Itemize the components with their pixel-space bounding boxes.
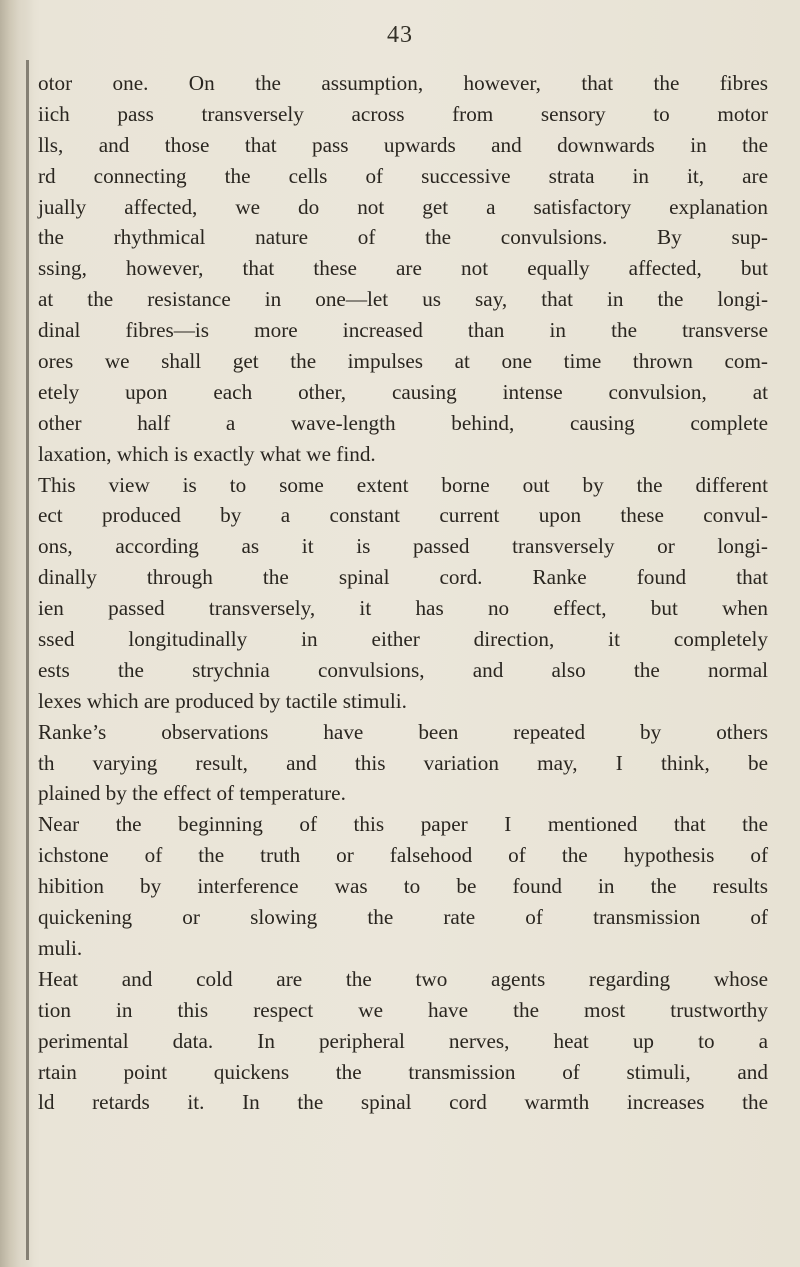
text-line: rd connecting the cells of successive strata in it, are: [38, 163, 768, 188]
text-line: iich pass transversely across from sensory to motor: [38, 101, 768, 126]
text-line: rtain point quickens the transmission of stimuli, and: [38, 1059, 768, 1084]
text-line: laxation, which is exactly what we find.: [38, 441, 376, 466]
text-line: tion in this respect we have the most trustworthy: [38, 997, 768, 1022]
text-line: ons, according as it is passed transversely or longi-: [38, 534, 768, 559]
text-line: other half a wave-length behind, causing complete: [38, 410, 768, 435]
text-line: ichstone of the truth or falsehood of the hypothesis of: [38, 843, 768, 868]
text-line: perimental data. In peripheral nerves, heat up to a: [38, 1028, 768, 1053]
text-line: Heat and cold are the two agents regarding whose: [38, 966, 768, 991]
text-line: Ranke’s observations have been repeated by others: [38, 719, 768, 744]
binding-edge: [26, 60, 29, 1260]
text-line: lexes which are produced by tactile stimuli.: [38, 688, 407, 713]
body-text: [38, 68, 768, 1118]
text-line: ssed longitudinally in either direction, it completely: [38, 627, 768, 652]
text-line: muli.: [38, 935, 83, 960]
text-line: hibition by interference was to be found in the results: [38, 874, 768, 899]
text-line: ests the strychnia convulsions, and also the normal: [38, 657, 768, 682]
text-line: the rhythmical nature of the convulsions. By sup-: [38, 225, 768, 250]
text-line: at the resistance in one—let us say, that in the longi-: [38, 287, 768, 312]
text-line: ien passed transversely, it has no effect, but when: [38, 596, 768, 621]
text-line: Near the beginning of this paper I mentioned that the: [38, 812, 768, 837]
text-line: This view is to some extent borne out by the different: [38, 472, 768, 497]
text-line: lls, and those that pass upwards and downwards in the: [38, 132, 768, 157]
text-line: otor one. On the assumption, however, that the fibres: [38, 71, 768, 95]
text-line: jually affected, we do not get a satisfactory explanation: [38, 194, 768, 219]
text-line: quickening or slowing the rate of transmission of: [38, 905, 768, 930]
text-line: th varying result, and this variation may, I think, be: [38, 750, 768, 775]
page-number: 43: [387, 22, 413, 48]
text-line: plained by the effect of temperature.: [38, 781, 346, 806]
text-line: dinally through the spinal cord. Ranke found that: [38, 565, 768, 590]
text-line: ores we shall get the impulses at one time thrown com-: [38, 349, 768, 374]
text-line: dinal fibres—is more increased than in the transverse: [38, 318, 768, 343]
text-line: ld retards it. In the spinal cord warmth increases the: [38, 1090, 768, 1115]
text-line: ect produced by a constant current upon these convul-: [38, 503, 768, 528]
text-line: etely upon each other, causing intense convulsion, at: [38, 379, 768, 404]
text-line: ssing, however, that these are not equally affected, but: [38, 256, 768, 281]
